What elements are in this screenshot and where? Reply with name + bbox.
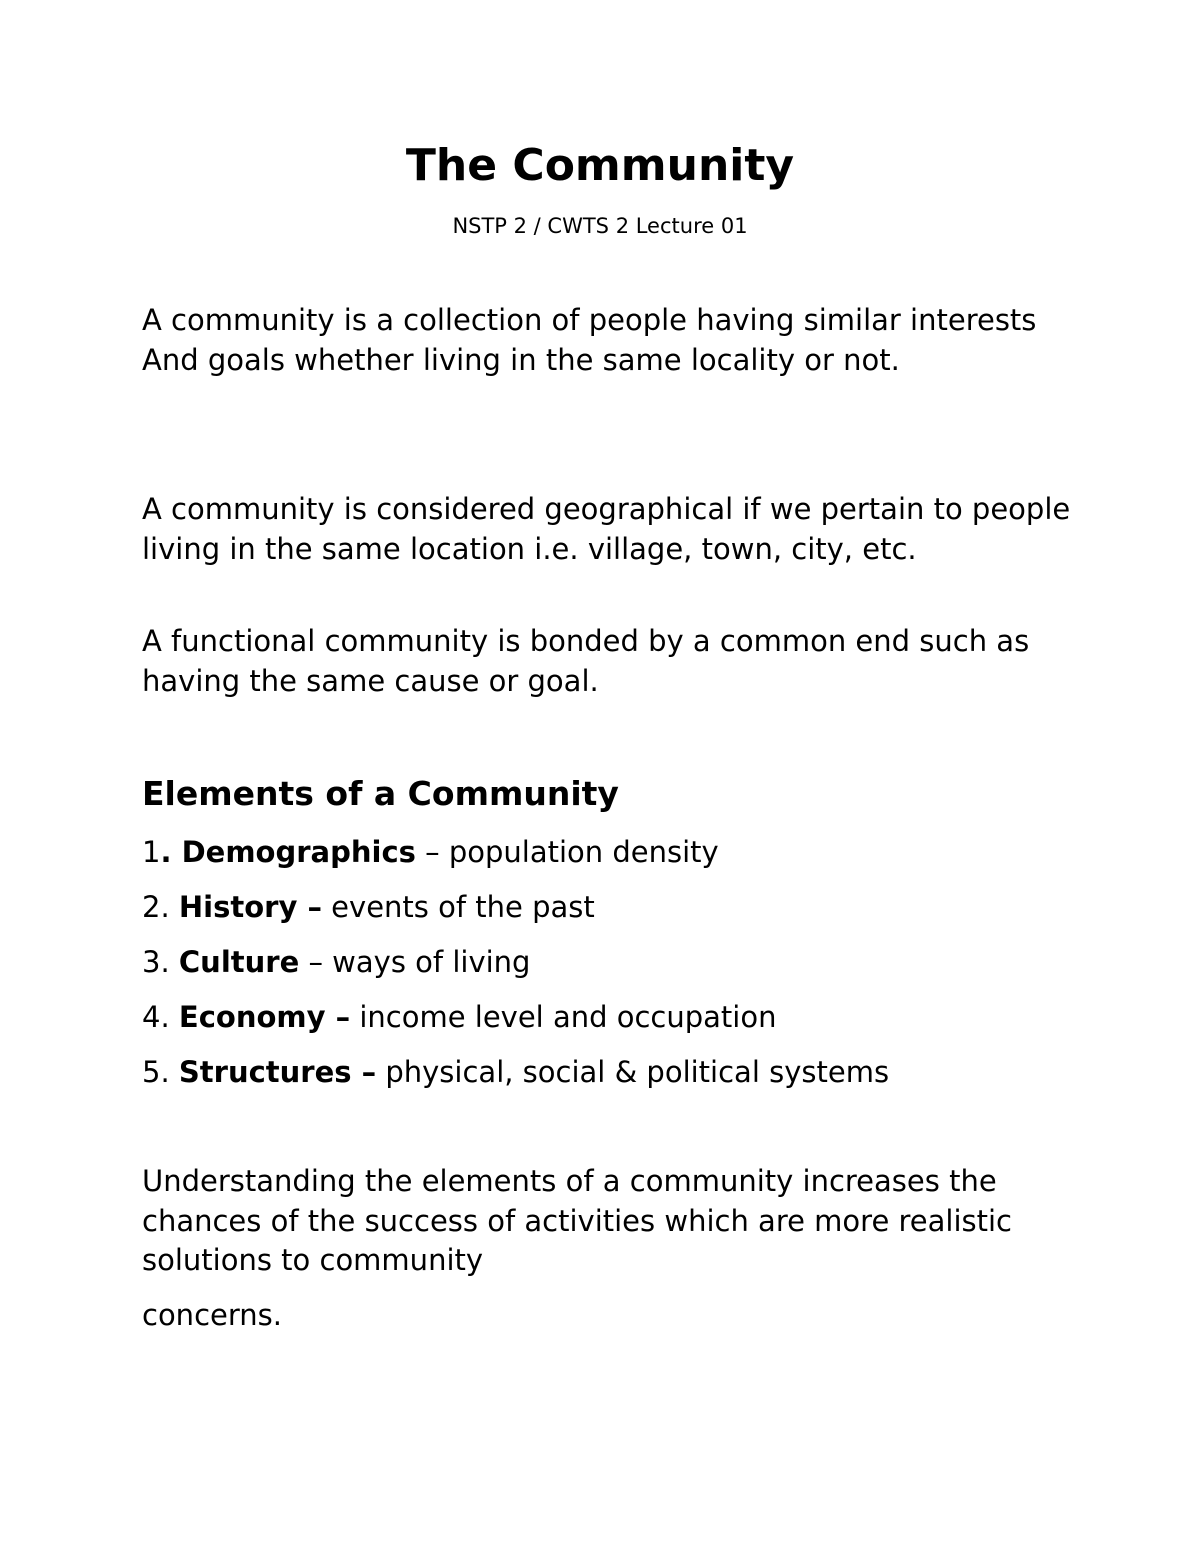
list-item-term: Structures bbox=[178, 1055, 352, 1089]
list-item-number-suffix: . bbox=[160, 835, 172, 869]
closing-paragraph: Understanding the elements of a community increases the chances of the success of activities which are more realistic solutions to community bbox=[142, 1164, 1012, 1277]
list-item-term: History bbox=[178, 890, 298, 924]
list-item-description: population density bbox=[439, 835, 719, 869]
list-item-number: 2. bbox=[142, 890, 170, 924]
list-item bbox=[142, 832, 1072, 872]
list-item-term: Economy bbox=[178, 1000, 326, 1034]
document-title: The Community bbox=[405, 140, 795, 191]
list-item bbox=[142, 942, 1072, 982]
list-item-description: ways of living bbox=[322, 945, 531, 979]
list-item-term: Demographics bbox=[181, 835, 416, 869]
list-item bbox=[142, 997, 1072, 1037]
closing-continuation: concerns. bbox=[142, 1298, 282, 1332]
list-item-description: physical, social & political systems bbox=[376, 1055, 890, 1089]
list-item-description: events of the past bbox=[321, 890, 595, 924]
document-subtitle: NSTP 2 / CWTS 2 Lecture 01 bbox=[452, 214, 748, 238]
list-item bbox=[142, 1052, 1072, 1092]
list-item-separator: – bbox=[325, 1000, 351, 1034]
list-item-separator: – bbox=[297, 890, 322, 924]
list-item-number: 5. bbox=[142, 1055, 170, 1089]
list-item-term: Culture bbox=[178, 945, 300, 979]
list-item-number: 4. bbox=[142, 1000, 170, 1034]
definition-paragraph: A community is a collection of people having similar interests And goals whether living in the same locality or not. bbox=[142, 303, 1037, 377]
list-item-separator: – bbox=[351, 1055, 377, 1089]
functional-paragraph: A functional community is bonded by a common end such as having the same cause or goal. bbox=[142, 624, 1030, 698]
list-item-separator: – bbox=[415, 835, 440, 869]
list-item bbox=[142, 887, 1072, 927]
list-item-separator: – bbox=[299, 945, 323, 979]
geographical-paragraph: A community is considered geographical if we pertain to people living in the same location i.e. village, town, city, etc. bbox=[142, 492, 1071, 566]
list-item-number: 3. bbox=[142, 945, 170, 979]
elements-heading: Elements of a Community bbox=[142, 774, 619, 813]
list-item-description: income level and occupation bbox=[350, 1000, 777, 1034]
list-item-number: 1 bbox=[142, 835, 161, 869]
